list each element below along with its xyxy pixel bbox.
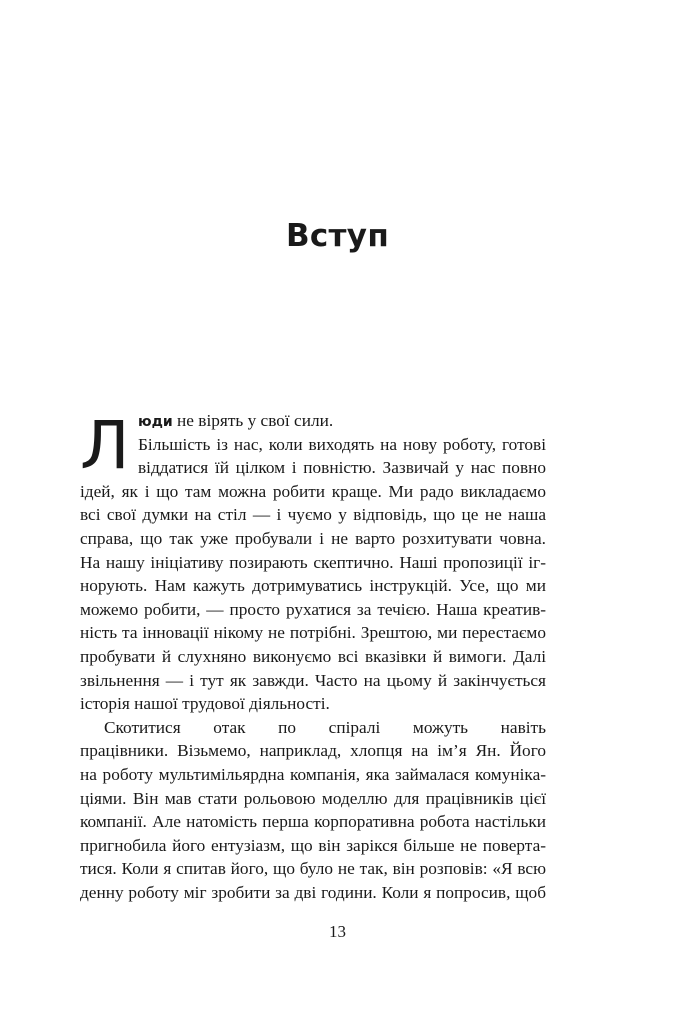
text-line: віддатися їй цілком і повністю. Зазвичай у нас повно [138, 458, 546, 478]
page-number: 13 [329, 922, 346, 941]
body-text [80, 409, 546, 904]
text-line: на роботу мультимільярдна компанія, яка займалася комуніка- [80, 764, 546, 784]
text-line: працівники. Візьмемо, наприклад, хлопця на ім’я Ян. Його [80, 741, 546, 761]
text-line: На нашу ініціативу позирають скептично. Наші пропозиції іг- [80, 552, 546, 572]
text-line: пробувати й слухняно виконуємо всі вказівки й вимоги. Далі [80, 646, 546, 666]
text-line: ність та інновації нікому не потрібні. Зрештою, ми перестаємо [80, 623, 546, 643]
text-line: Більшість із нас, коли виходять на нову роботу, готові [138, 434, 546, 454]
text-line: ідей, як і що там можна робити краще. Ми радо викладаємо [80, 481, 546, 501]
text-line: Скотитися отак по спіралі можуть навіть [104, 717, 546, 737]
text-line: юди не вірять у свої сили. [138, 411, 334, 430]
chapter-title: Вступ [285, 218, 390, 254]
text-line: звільнення — і тут як завжди. Часто на цьому й закінчується [80, 670, 546, 690]
text-line: норують. Нам кажуть дотримуватись інструкцій. Усе, що ми [80, 576, 546, 596]
text-line: ціями. Він мав стати рольовою моделлю для працівників цієї [80, 788, 546, 808]
text-line: денну роботу міг зробити за дві години. Коли я попросив, щоб [80, 882, 546, 902]
text-line: справа, що так уже пробували і не варто розхитувати човна. [80, 528, 546, 548]
lead-in: юди [138, 414, 173, 430]
text-line: тися. Коли я спитав його, що було не так, він розповів: «Я всю [80, 859, 546, 879]
text-line: всі свої думки на стіл — і чуємо у відповідь, що це не наша [80, 505, 546, 525]
text-line: історія нашої трудової діяльності. [80, 694, 330, 714]
drop-cap: Л [80, 407, 130, 484]
text-line: можемо робити, — просто рухатися за течією. Наша креатив- [80, 599, 546, 619]
text-line: компанії. Але натомість перша корпоративна робота настільки [80, 812, 546, 832]
text-line: пригнобила його ентузіазм, що він зарікся більше не поверта- [80, 835, 546, 855]
